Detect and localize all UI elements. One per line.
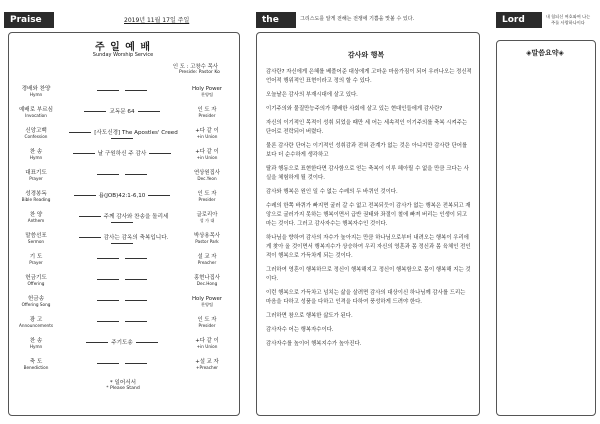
order-item-content [64,109,180,115]
order-item-leader [182,191,232,203]
right-panel [488,6,596,418]
order-item-label [12,338,60,350]
order-item-leader [182,275,232,287]
order-item-ko: 찬 양 [29,212,43,218]
order-item-label [12,296,60,308]
order-item-ko: 경배와 찬양 [21,86,51,92]
order-row [8,233,238,252]
service-title: 주 일 예 배 [94,42,152,53]
order-item-leader [182,317,232,329]
article-paragraph: 감사와 행복은 원인 일 수 없는 수레의 두 바퀴인 것이다. [266,189,398,195]
order-item-en: Benediction [23,365,49,370]
order-item-ko: 축 도 [29,359,43,365]
order-leader-ko: 설 교 자 [197,254,217,260]
summary-frame [496,40,596,416]
order-leader-en: Dec.Hong [196,281,218,286]
order-row [8,338,238,357]
side-verse: 내 힘되신 여호와여 나는 주를 사랑하나이다 [545,14,591,25]
order-item-ko: 헌금송 [27,296,45,302]
lord-header: Lord [496,12,542,28]
order-item-content [64,193,180,199]
order-item-content [64,214,180,226]
order-item-content [64,340,180,346]
article-paragraph: 자신의 이기적인 목적이 성취 되었을 때만 세 어는 세속적인 이기주의를 축복 시켜주는 단어로 전락되어 버렸다. [266,120,468,135]
article-paragraph: 물론 감사란 단어는 이기적인 성취감과 전혀 관계가 없는 것은 아니지만 감사란 단어를 보다 더 순수하게 생각하고 [266,143,468,158]
order-leader-ko: 인 도 자 [197,107,217,113]
order-leader-en: 성 가 대 [199,218,215,223]
order-leader-en: Pastor Park [195,239,219,244]
order-leader-en: Presider [198,113,216,118]
order-list [8,86,238,386]
order-leader-en: +Preacher [196,365,218,370]
order-item-en: Prayer [29,260,43,265]
order-item-content [64,361,180,367]
order-item-leader [182,128,232,140]
order-item-en: Bible Reading [21,197,51,202]
order-item-leader [182,359,232,371]
order-item-label [12,149,60,161]
order-item-leader [182,212,232,224]
order-row [8,107,238,126]
article-title: 감사와 행복 [347,51,385,59]
order-item-en: Offering [27,281,45,286]
order-item-en: Anthem [27,218,45,223]
order-row [8,359,238,378]
the-header: the [256,12,296,28]
order-row [8,254,238,273]
order-row [8,317,238,336]
order-leader-ko: +다 같 이 [195,338,219,344]
article-paragraph: 하나님을 향하여 감사의 자수가 높아지는 만큼 하나님으로부터 내려오는 행복이 우리에게 찾아 올 것이면서 행복지수가 상승하여 우리 자신의 영혼과 몸 정신과 몸 육체인 전인적이 행복으로 가득차게 되는 것이다. [266,235,471,259]
order-item-label [12,170,60,182]
order-item-ko: 성경봉독 [25,191,47,197]
order-leader-ko: 연상원집사 [193,170,221,176]
order-row [8,296,238,315]
order-leader-ko: 박상용목사 [193,233,221,239]
order-item-label [12,107,60,119]
article-paragraph: 수레의 한쪽 바퀴가 빠지면 굴러 갈 수 없고 전복되듯이 감사가 없는 행복은 전복되고 재앙으로 굴러가지 못하는 행복이면서 급반 권태와 좌절이 철에 빠져 버리는 인생이 되고 마는 것이다. 그러고 감사자수는 행복자수인 것이다. [266,203,471,227]
article-paragraph: 그러하면 참으로 행복한 삶도가 된다. [266,313,353,319]
order-leader-en: Presider [198,323,216,328]
article-paragraph: 탈과 행동으로 표현한다면 감사함으로 얻는 축복이 이루 헤아릴 수 없을 만큼 크다는 사실을 체험하게 될 것이다. [266,166,469,181]
order-item-ko: 예배로 부르심 [18,107,54,113]
order-item-ko: 기 도 [29,254,43,260]
order-item-en: Sermon [27,239,45,244]
service-date: 2019년 11월 17일 주일 [124,17,190,24]
order-item-leader [182,296,232,308]
order-item-leader [182,338,232,350]
order-row [8,128,238,147]
article-paragraph: 감사자수를 높이어 행복지수가 높아진다. [266,341,362,347]
order-item-content [64,172,180,178]
order-item-leader [182,233,232,245]
order-item-label [12,317,60,329]
order-item-ko: 찬 송 [29,149,43,155]
order-item-ko: 신앙고백 [25,128,47,134]
article-paragraph: 감사란? 자신에게 은혜를 베풀어준 대상에게 고마운 마음가짐이 되어 우러나오는 정신적 언어적 행위적인 표현이라고 정의 할 수 있다. [266,69,472,84]
order-row [8,275,238,294]
order-leader-ko: 인 도 자 [197,317,217,323]
order-leader-en: +in Union [196,134,218,139]
order-leader-ko: 인 도 자 [197,191,217,197]
order-leader-en: Dec.Yeon [197,176,217,181]
order-leader-en: 찬양팀 [200,302,214,307]
praise-header: Praise [4,12,54,28]
order-leader-ko: +다 같 이 [195,149,219,155]
order-item-ko: 헌금기도 [25,275,47,281]
order-item-leader [182,149,232,161]
order-leader-en: Presider [198,197,216,202]
article-paragraph: 오늘날은 감사의 부재시대에 살고 있다. [266,92,358,98]
order-item-text: 교독문 64 [109,109,135,115]
order-item-en: Offering Song [21,302,51,307]
article-paragraph: 그러하여 영혼이 행복하므로 정신이 행복해지고 정신이 행복함으로 몸이 행복해 지는 것이다. [266,267,471,282]
order-item-label [12,128,60,140]
order-item-en: Hymn [29,92,43,97]
order-row [8,170,238,189]
order-leader-en: Preacher [197,260,217,265]
order-item-content [64,298,180,304]
order-item-label [12,359,60,371]
order-item-label [12,191,60,203]
order-item-content [64,130,180,142]
order-row [8,191,238,210]
order-item-text: [사도신경] The Apostles' Creed [94,130,178,136]
order-item-text: 주기도송 [111,340,133,346]
left-panel [4,6,242,418]
order-leader-ko: Holy Power [191,86,223,92]
order-item-content [64,88,180,94]
order-leader-ko: +다 같 이 [195,128,219,134]
order-leader-en: +in Union [196,155,218,160]
order-leader-ko: 글로리아 [196,212,218,218]
order-item-label [12,254,60,266]
order-row [8,212,238,231]
order-item-content [64,151,180,157]
order-leader-en: 찬양팀 [200,92,214,97]
summary-title: ◈말씀요약◈ [526,49,564,57]
order-item-content [64,277,180,283]
order-item-en: Hymn [29,155,43,160]
order-item-text: 날 구원하신 주 감사 [97,151,147,157]
order-item-en: Invocation [25,113,47,118]
order-leader-ko: +설 교 자 [195,359,219,365]
stand-note-en: * Please Stand [106,386,140,391]
order-leader-ko: Holy Power [191,296,223,302]
officiant-ko: 인 도 : 고창수 목사 [172,64,218,70]
order-item-leader [182,107,232,119]
order-leader-en: +in Union [196,344,218,349]
order-item-content [64,319,180,325]
order-item-label [12,212,60,224]
order-item-ko: 대표기도 [25,170,47,176]
order-item-label [12,233,60,245]
article-paragraph: 이기주의와 물질만능주의가 팽배한 사회에 살고 있는 현대인들에게 감사란? [266,106,443,112]
order-item-label [12,275,60,287]
order-item-en: Prayer [29,176,43,181]
article-body [266,68,472,404]
stand-note-ko: * 일어서서 [109,380,137,386]
order-item-en: Announcements [18,323,54,328]
order-item-label [12,86,60,98]
order-item-text: 주께 감사와 찬송을 돌리세 [103,214,169,220]
order-item-text: 감사는 감옥의 축복입니다. [103,235,169,241]
order-item-ko: 광 고 [29,317,43,323]
officiant-en: Preside: Pastor Ko [178,70,220,75]
order-item-leader [182,170,232,182]
order-item-content [64,235,180,247]
order-item-leader [182,254,232,266]
order-item-ko: 말씀선포 [25,233,47,239]
order-item-leader [182,86,232,98]
article-paragraph: 이런 행복으로 가득차고 넘치는 삶을 살려면 감사의 대상이신 하나님께 감사를 드리는 마음을 다하고 성품을 다하고 인격을 다하여 풍성하게 드려야 한다. [266,290,466,305]
order-item-en: Confession [24,134,48,139]
article-paragraph: 감사자수 어는 행복자수이다. [266,327,334,333]
order-row [8,149,238,168]
middle-panel [250,6,482,418]
order-item-ko: 찬 송 [29,338,43,344]
service-subtitle: Sunday Worship Service [92,52,154,58]
order-item-text: 욥(JOB)42:1-6,10 [98,193,146,199]
order-leader-ko: 홍현나집사 [193,275,221,281]
order-item-en: Hymn [29,344,43,349]
top-banner: 그리스도를 알게 전해는 전쟁에 기쁨을 맛볼 수 있다. [300,16,415,22]
order-item-content [64,256,180,262]
order-row [8,86,238,105]
